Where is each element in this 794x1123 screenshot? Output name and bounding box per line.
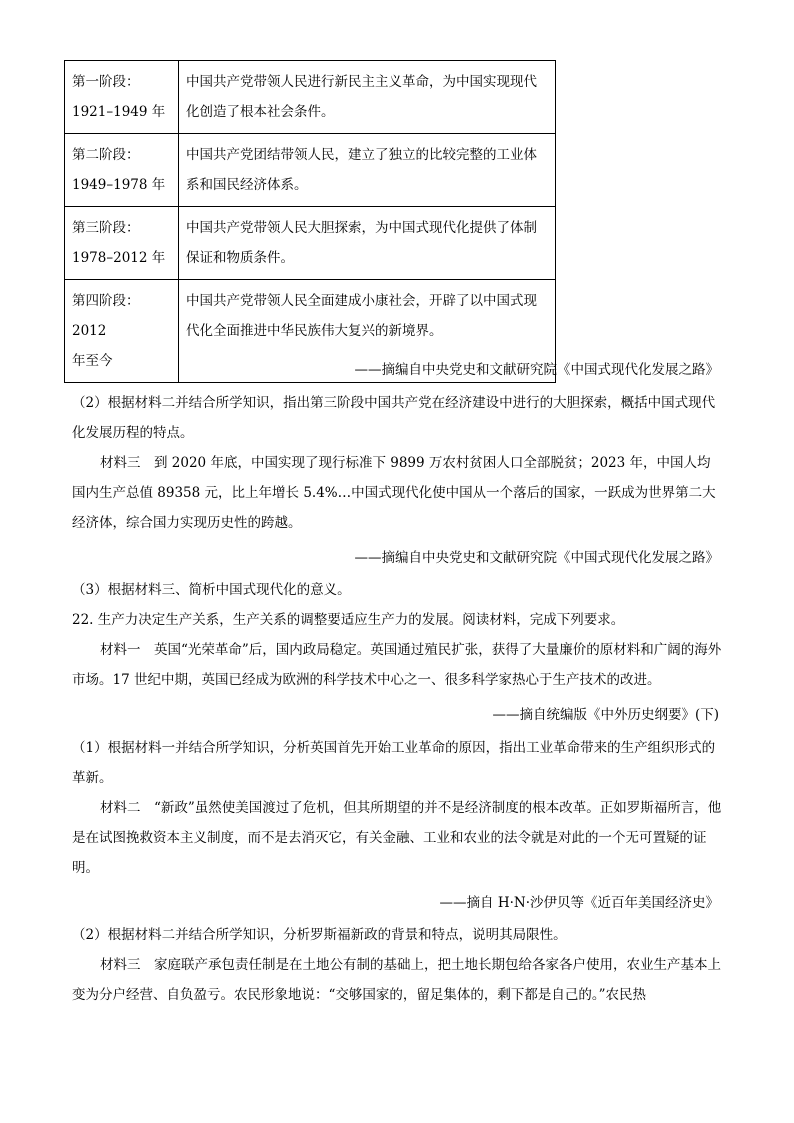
question-22-intro: 22. 生产力决定生产关系，生产关系的调整要适应生产力的发展。阅读材料，完成下列要求。 (72, 612, 625, 628)
source-citation: ——摘自 H·N·沙伊贝等《近百年美国经济史》 (439, 895, 719, 911)
question-22-2: （2）根据材料二并结合所学知识，分析罗斯福新政的背景和特点，说明其局限性。 (72, 927, 567, 943)
source-citation: ——摘自统编版《中外历史纲要》(下) (492, 707, 719, 723)
question-22-1: （1）根据材料一并结合所学知识，分析英国首先开始工业革命的原因，指出工业革命带来的生产组织形式的革新。 (72, 740, 716, 786)
stage-cell: 第四阶段：2012 年至今 (65, 280, 179, 383)
stages-table (64, 60, 556, 383)
stage-cell: 第三阶段： 1978–2012 年 (65, 207, 179, 280)
table-row (65, 61, 556, 134)
material-3: 材料三 到 2020 年底，中国实现了现行标准下 9899 万农村贫困人口全部脱贫；2023 年，中国人均国内生产总值 89358 元，比上年增长 5.4%…中国式现代化使中国从一个落后的国家，一跃成为世界第二大经济体，综合国力实现历史性的跨越。 (72, 455, 716, 531)
stage-cell: 第二阶段： 1949–1978 年 (65, 134, 179, 207)
desc-cell: 中国共产党带领人民全面建成小康社会，开辟了以中国式现代化全面推进中华民族伟大复兴的新境界。 (179, 280, 556, 383)
source-citation: ——摘编自中央党史和文献研究院《中国式现代化发展之路》 (354, 362, 719, 378)
material-3b: 材料三 家庭联产承包责任制是在土地公有制的基础上，把土地长期包给各家各户使用，农业生产基本上变为分户经营、自负盈亏。农民形象地说：“交够国家的，留足集体的，剩下都是自己的。”农民热 (72, 957, 721, 1003)
table-row (65, 207, 556, 280)
desc-cell: 中国共产党团结带领人民，建立了独立的比较完整的工业体系和国民经济体系。 (179, 134, 556, 207)
material-1: 材料一 英国“光荣革命”后，国内政局稳定。英国通过殖民扩张，获得了大量廉价的原材料和广阔的海外市场。17 世纪中期，英国已经成为欧洲的科学技术中心之一、很多科学家热心于生产技术的改进。 (72, 642, 722, 688)
material-2: 材料二 “新政”虽然使美国渡过了危机，但其所期望的并不是经济制度的根本改革。正如罗斯福所言，他是在试图挽救资本主义制度，而不是去消灭它，有关金融、工业和农业的法令就是对此的一个无可置疑的证明。 (72, 800, 722, 876)
source-citation: ——摘编自中央党史和文献研究院《中国式现代化发展之路》 (354, 550, 719, 566)
stage-cell: 第一阶段： 1921–1949 年 (65, 61, 179, 134)
question-2: （2）根据材料二并结合所学知识，指出第三阶段中国共产党在经济建设中进行的大胆探索，概括中国式现代化发展历程的特点。 (72, 395, 716, 441)
table-row (65, 134, 556, 207)
question-3: （3）根据材料三、简析中国式现代化的意义。 (72, 582, 351, 598)
desc-cell: 中国共产党带领人民进行新民主主义革命，为中国实现现代化创造了根本社会条件。 (179, 61, 556, 134)
desc-cell: 中国共产党带领人民大胆探索，为中国式现代化提供了体制保证和物质条件。 (179, 207, 556, 280)
